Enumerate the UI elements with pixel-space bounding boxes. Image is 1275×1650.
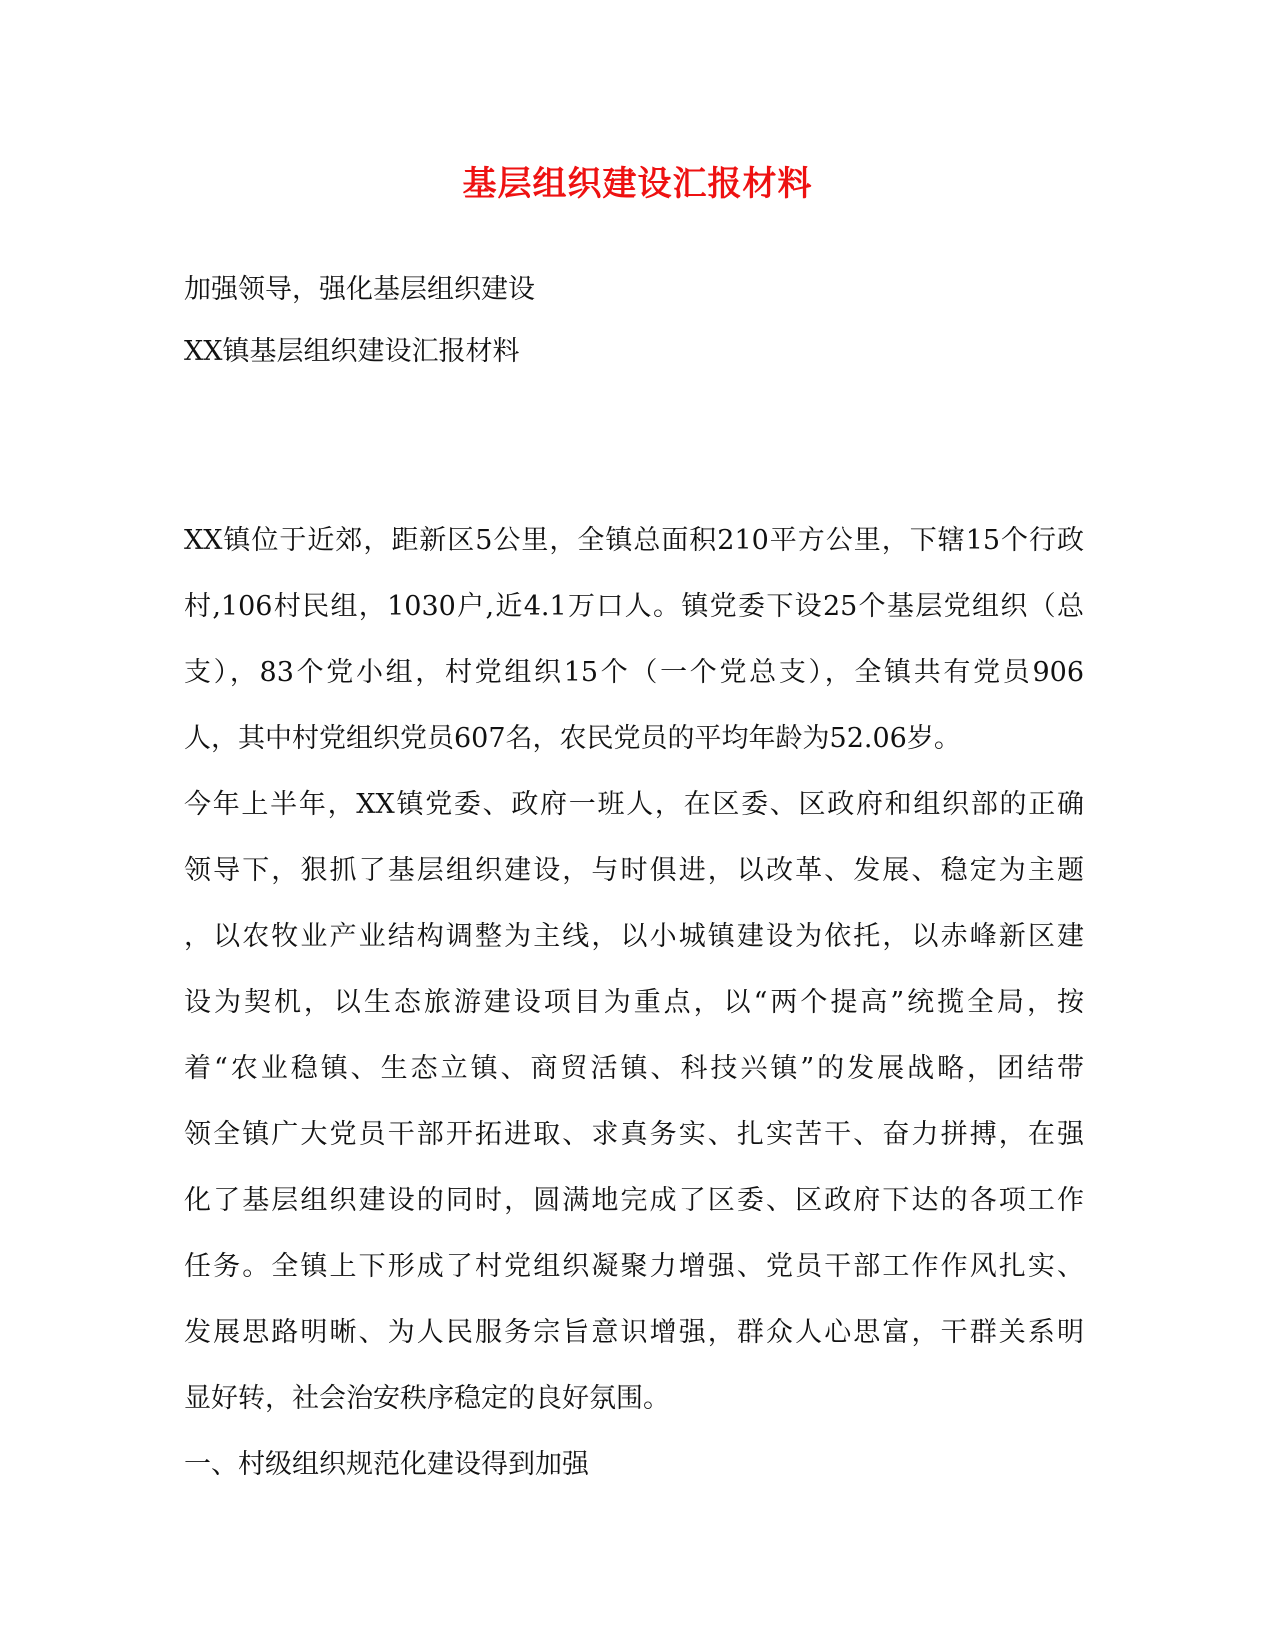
- paragraph-line: 显好转，社会治安秩序稳定的良好氛围。: [184, 1383, 670, 1414]
- paragraph-line: 今年上半年，XX镇党委、政府一班人，在区委、区政府和组织部的正确: [184, 789, 1084, 820]
- paragraph-line: ，以农牧业产业结构调整为主线，以小城镇建设为依托，以赤峰新区建: [184, 921, 1084, 952]
- paragraph-line: 着“农业稳镇、生态立镇、商贸活镇、科技兴镇”的发展战略，团结带: [184, 1053, 1084, 1084]
- section-heading: 一、村级组织规范化建设得到加强: [184, 1449, 589, 1480]
- subtitle-report-name: XX镇基层组织建设汇报材料: [184, 336, 520, 367]
- paragraph-line: 村,106村民组，1030户,近4.1万口人。镇党委下设25个基层党组织（总: [184, 591, 1084, 622]
- paragraph-line: 设为契机，以生态旅游建设项目为重点，以“两个提高”统揽全局，按: [184, 987, 1084, 1018]
- paragraph-line: 发展思路明晰、为人民服务宗旨意识增强，群众人心思富，干群关系明: [184, 1317, 1084, 1348]
- page-title: 基层组织建设汇报材料: [462, 164, 813, 204]
- paragraph-line: 支），83个党小组，村党组织15个（一个党总支），全镇共有党员906: [184, 657, 1084, 688]
- document-body: [184, 508, 1084, 1498]
- paragraph-line: XX镇位于近郊，距新区5公里，全镇总面积210平方公里，下辖15个行政: [184, 525, 1084, 556]
- paragraph-line: 人，其中村党组织党员607名，农民党员的平均年龄为52.06岁。: [184, 723, 961, 754]
- section-heading-village-organization: [184, 1432, 1084, 1498]
- paragraph-line: 领导下，狠抓了基层组织建设，与时俱进，以改革、发展、稳定为主题: [184, 855, 1084, 886]
- paragraph-line: 领全镇广大党员干部开拓进取、求真务实、扎实苦干、奋力拼搏，在强: [184, 1119, 1084, 1150]
- paragraph-town-overview: [184, 508, 1084, 772]
- paragraph-line: 任务。全镇上下形成了村党组织凝聚力增强、党员干部工作作风扎实、: [184, 1251, 1084, 1282]
- subtitle-strengthen-leadership: 加强领导，强化基层组织建设: [184, 274, 535, 305]
- paragraph-half-year-summary: [184, 772, 1084, 1432]
- paragraph-line: 化了基层组织建设的同时，圆满地完成了区委、区政府下达的各项工作: [184, 1185, 1084, 1216]
